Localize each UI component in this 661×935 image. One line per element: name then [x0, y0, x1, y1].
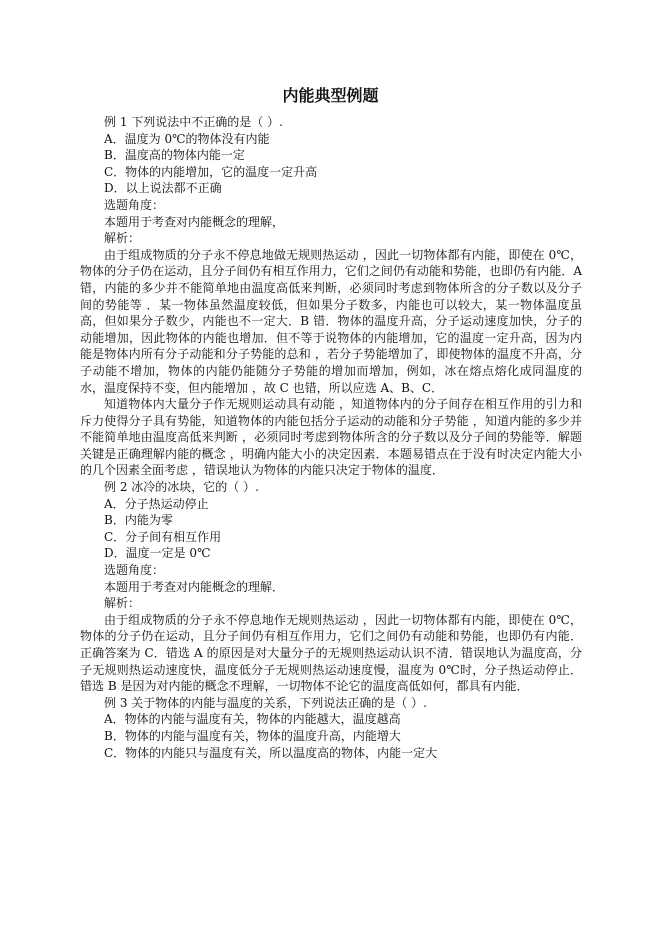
document-body	[80, 114, 582, 761]
q1-option-c: C．物体的内能增加，它的温度一定升高	[104, 164, 318, 179]
q2-analysis-paragraph-1: 由于组成物质的分子永不停息地作无规则热运动 ，因此一切物体都有内能，即使在 0℃，物体的分子仍在运动，且分子间仍有相互作用力，它们之间仍有动能和势能，也即仍有内能．正确答案为 C．错选 A 的原因是对大量分子的无规则热运动认识不清．错误地认为温度高，分子无规则热运动速度快，温度低分子无规则热运动速度慢，温度为 0℃时，分子热运动停止．错选 B 是因为对内能的概念不理解，一切物体不论它的温度高低如何，都具有内能．	[80, 612, 582, 694]
q2-angle-text: 本题用于考查对内能概念的理解．	[104, 579, 285, 594]
q2-stem: 例 2 冰冷的冰块，它的（ ）.	[104, 480, 259, 495]
q1-analysis-paragraph-2: 知道物体内大量分子作无规则运动具有动能 ，知道物体内的分子间存在相互作用的引力和斥力使得分子具有势能，知道物体的内能包括分子运动的动能和分子势能 ，知道内能的多少并不能简单地由温度高低来判断 ，必须同时考虑到物体所含的分子数以及分子间的势能等．解题关键是正确理解内能的概念 ，明确内能大小的决定因素．本题易错点在于没有时决定内能大小的几个因素全面考虑 ，错误地认为物体的内能只决定于物体的温度．	[80, 397, 582, 478]
q1-analysis-label: 解析：	[104, 231, 141, 246]
q1-option-d: D．以上说法都不正确	[104, 181, 222, 196]
q2-angle-label: 选题角度：	[104, 563, 165, 578]
q1-stem: 例 1 下列说法中不正确的是（ ）.	[104, 115, 283, 129]
q1-angle-label: 选题角度：	[104, 197, 165, 212]
q2-option-b: B．内能为零	[104, 513, 173, 528]
page-title: 内能典型例题	[282, 86, 379, 105]
q1-angle-text: 本题用于考查对内能概念的理解，	[104, 214, 285, 229]
q1-option-a: A．温度为 0℃的物体没有内能	[104, 131, 270, 146]
q2-option-a: A．分子热运动停止	[104, 496, 209, 511]
q3-option-c: C．物体的内能只与温度有关，所以温度高的物体，内能一定大	[104, 745, 438, 760]
q3-option-b: B．物体的内能与温度有关，物体的温度升高，内能增大	[104, 728, 401, 743]
q1-analysis-paragraph-1: 由于组成物质的分子永不停息地做无规则热运动 ，因此一切物体都有内能，即使在 0℃，物体的分子仍在运动，且分子间仍有相互作用力，它们之间仍有动能和势能，也即仍有内能．A 错，内能的多少并不能简单地由温度高低来判断，必须同时考虑到物体所含的分子数以及分子间的势能等 ．某一物体虽然温度较低，但如果分子数多，内能也可以较大，某一物体温度虽高，但如果分子数少，内能也不一定大．B 错．物体的温度升高，分子运动速度加快，分子的动能增加，因此物体的内能也增加．但不等于说物体的内能增加，它的温度一定升高，因为内能是物体内所有分子动能和分子势能的总和 ，若分子势能增加了，即使物体的温度不升高，分子动能不增加，物体的内能仍能随分子势能的增加而增加，例如，冰在熔点熔化成同温度的水，温度保持不变，但内能增加 ，故 C 也错，所以应选 A、B、C．	[80, 247, 582, 395]
q2-analysis-label: 解析：	[104, 596, 141, 611]
q1-option-b: B．温度高的物体内能一定	[104, 148, 245, 163]
q2-option-d: D．温度一定是 0℃	[104, 546, 211, 561]
q3-option-a: A．物体的内能与温度有关，物体的内能越大，温度越高	[104, 712, 401, 727]
q3-stem: 例 3 关于物体的内能与温度的关系，下列说法正确的是（ ）.	[104, 695, 427, 710]
q2-option-c: C．分子间有相互作用	[104, 529, 222, 544]
